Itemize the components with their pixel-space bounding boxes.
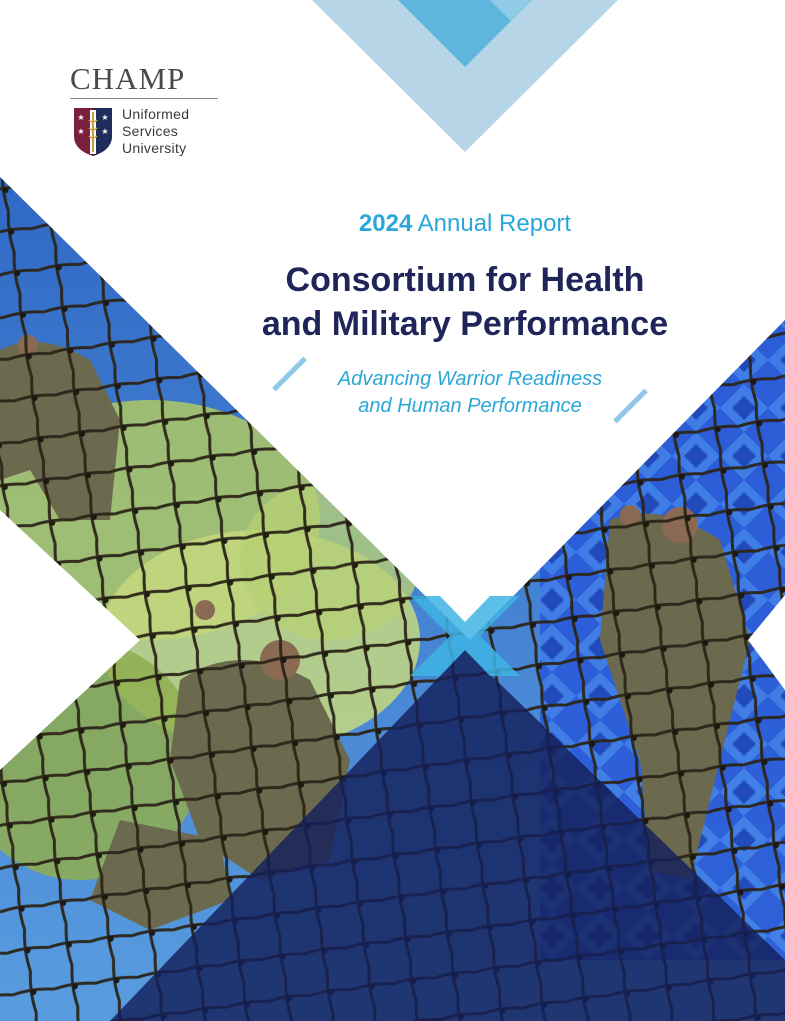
tagline-line-2: and Human Performance xyxy=(358,395,582,417)
champ-logo xyxy=(70,62,220,158)
tagline xyxy=(290,366,650,420)
logo-wordmark: CHAMP xyxy=(70,61,186,96)
title-line-1: Consortium for Health xyxy=(285,261,645,299)
svg-text:★: ★ xyxy=(77,113,85,122)
institution-line-1: Uniformed xyxy=(122,106,190,122)
institution-line-3: University xyxy=(122,140,187,156)
logo-divider xyxy=(70,98,218,99)
usu-shield-icon xyxy=(70,106,116,158)
svg-text:★: ★ xyxy=(77,127,85,136)
annual-report-label xyxy=(280,210,650,238)
institution-name xyxy=(122,106,189,157)
svg-text:★: ★ xyxy=(101,127,109,136)
title-line-2: and Military Performance xyxy=(261,305,669,343)
page-title xyxy=(200,258,730,346)
institution-line-2: Services xyxy=(122,123,179,139)
tagline-line-1: Advancing Warrior Readiness xyxy=(337,368,603,390)
usu-logo xyxy=(70,106,220,158)
report-year: 2024 xyxy=(358,210,413,237)
svg-text:★: ★ xyxy=(101,113,109,122)
report-label: Annual Report xyxy=(417,210,572,237)
